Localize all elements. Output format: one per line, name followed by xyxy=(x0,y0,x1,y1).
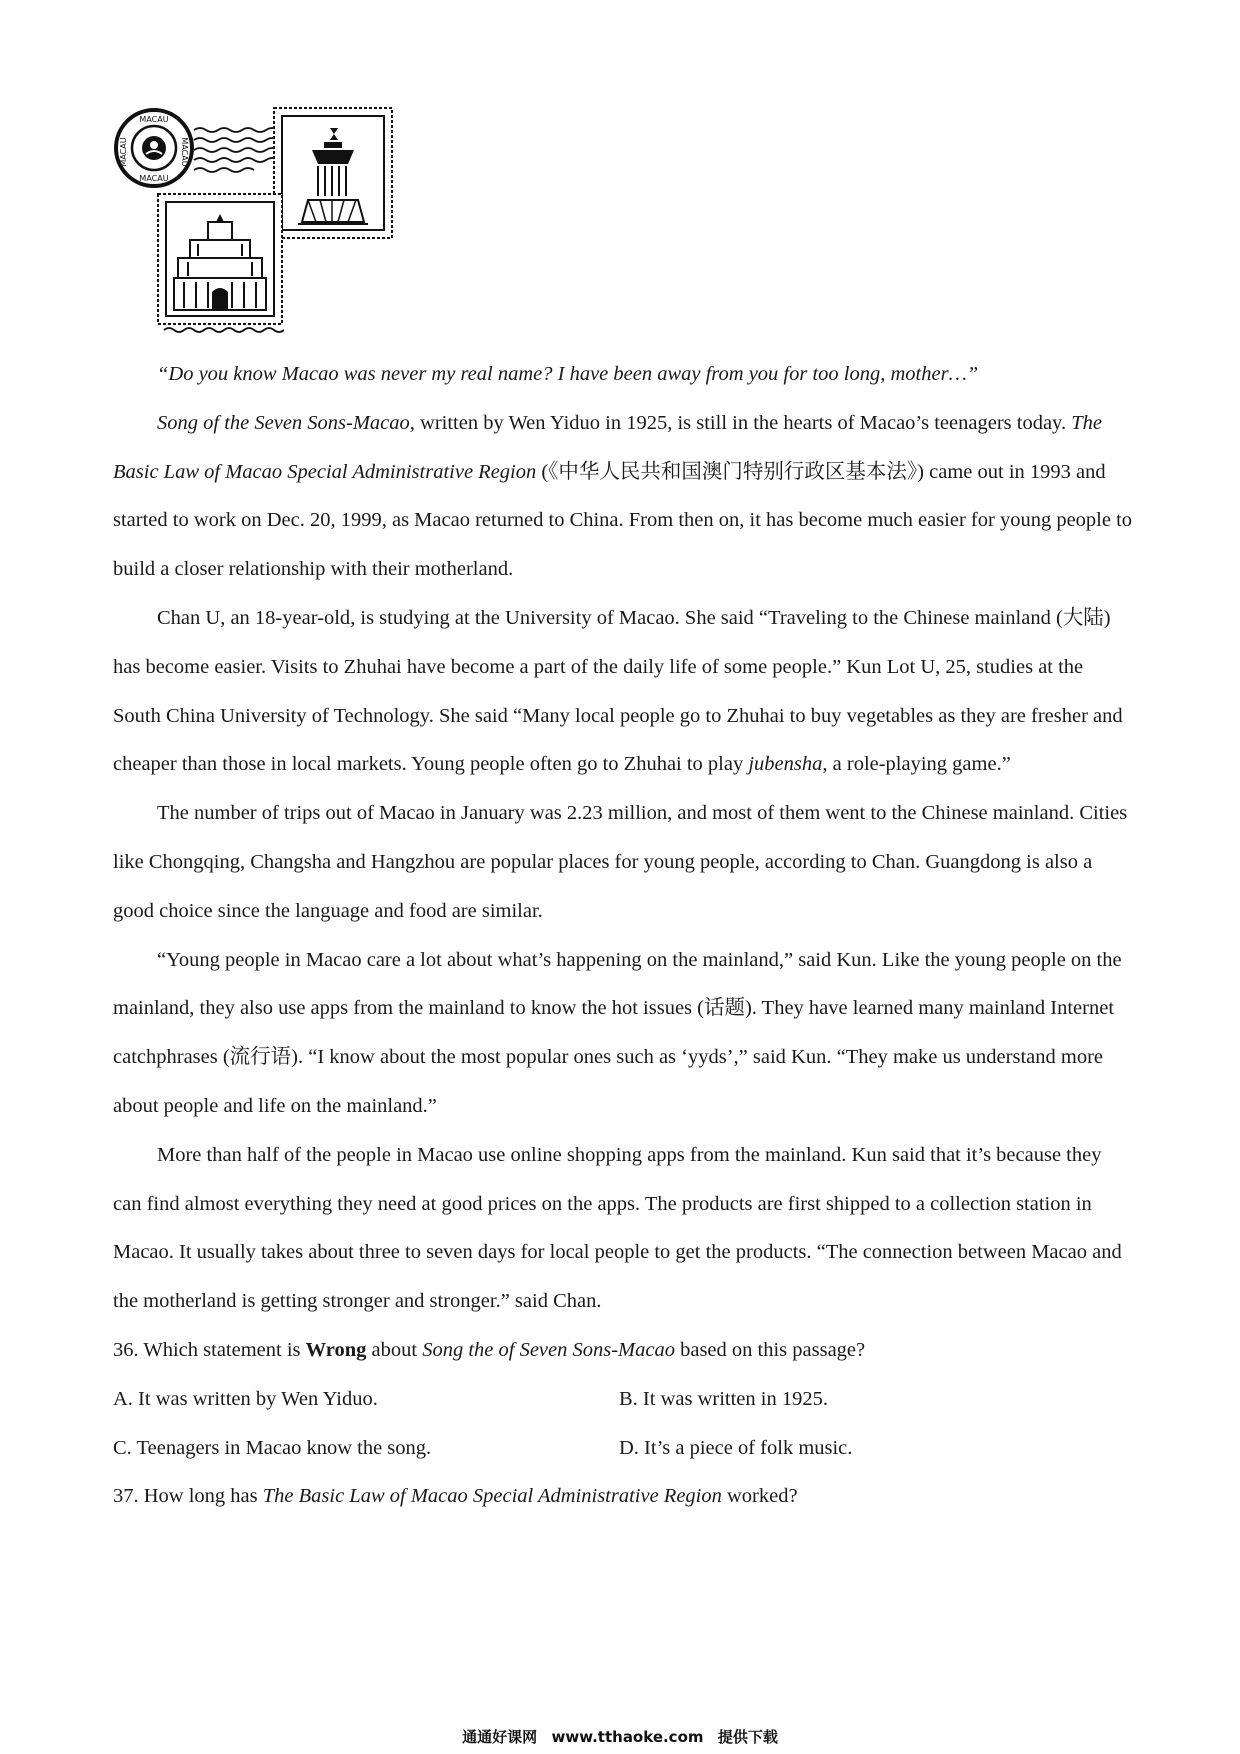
paragraph-4: “Young people in Macao care a lot about what’s happening on the mainland,” said Kun. Like the young people on the mainland, they also use apps from the mainland to know the hot issues (话题). They have learned many mainland Internet catchphrases (流行语). “I know about the most popular ones such as ‘yyds’,” said Kun. “They make us understand more about people and life on the mainland.” xyxy=(113,948,1122,1117)
q36-option-a[interactable]: A. It was written by Wen Yiduo. xyxy=(113,1387,378,1410)
q36-option-b[interactable]: B. It was written in 1925. xyxy=(619,1387,828,1410)
song-title: Song of the Seven Sons-Macao xyxy=(157,411,410,434)
q36-options-row-2 xyxy=(113,1424,1133,1473)
jubensha-term: jubensha xyxy=(748,753,823,776)
reading-passage xyxy=(113,350,1133,1521)
tower-stamp xyxy=(274,108,392,238)
basic-law-chinese: (《中华人民共和国澳门特别行政区基本法》) xyxy=(536,460,930,483)
question-36 xyxy=(113,1326,1133,1375)
postmark-seal xyxy=(116,110,192,186)
p2-text-a: Chan U, an 18-year-old, is studying at the University of Macao. She said “Traveling to the Chinese mainland (大陆) has become easier. Visits to Zhuhai have become a part of the daily life of some people.” Kun Lot U, 25, studies at the South China University of Technology. She said “Many local people go to Zhuhai to buy vegetables as they are fresher and cheaper than those in local markets. Young people often go to Zhuhai to play xyxy=(113,606,1123,776)
q36-song-title: Song the of Seven Sons-Macao xyxy=(422,1338,675,1361)
p2-text-b: , a role-playing game.” xyxy=(822,753,1011,776)
postmark-text-top: MACAU xyxy=(139,115,169,124)
paragraph-2 xyxy=(113,594,1133,789)
postmark-text-bottom: MACAU xyxy=(139,174,169,183)
paragraph-1 xyxy=(113,399,1133,594)
q37-suffix: worked? xyxy=(721,1485,798,1508)
q36-options-row-1 xyxy=(113,1375,1133,1424)
p1-text-b: came out in 1993 and started to work on Dec. 20, 1999, as Macao returned to China. From then on, it has become much easier for young people to build a closer relationship with their motherland. xyxy=(113,460,1133,581)
paragraph-3: The number of trips out of Macao in January was 2.23 million, and most of them went to the Chinese mainland. Cities like Chongqing, Changsha and Hangzhou are popular places for young people, according to Chan. Guangdong is also a good choice since the language and food are similar. xyxy=(113,802,1128,922)
q36-mid: about xyxy=(366,1338,423,1361)
question-37 xyxy=(113,1472,1133,1521)
p1-text-a: , written by Wen Yiduo in 1925, is still in the hearts of Macao’s teenagers today. xyxy=(409,411,1072,434)
q36-bold-word: Wrong xyxy=(305,1338,367,1361)
basic-law-title: The Basic Law of Macao Special Administrative Region xyxy=(113,411,1102,483)
paragraph-5: More than half of the people in Macao use online shopping apps from the mainland. Kun said that it’s because they can find almost everything they need at good prices on the apps. The products are first shipped to a collection station in Macao. It usually takes about three to seven days for local people to get the products. “The connection between Macao and the motherland is getting stronger and stronger.” said Chan. xyxy=(113,1143,1122,1313)
q36-option-c[interactable]: C. Teenagers in Macao know the song. xyxy=(113,1436,432,1459)
q37-prefix: 37. How long has xyxy=(113,1485,263,1508)
q36-suffix: based on this passage? xyxy=(674,1338,866,1361)
page-footer xyxy=(0,1726,1240,1747)
church-stamp xyxy=(158,194,284,332)
q36-prefix: 36. Which statement is xyxy=(113,1338,306,1361)
footer-note: 提供下载 xyxy=(717,1728,778,1746)
postmark-text-left: MACAU xyxy=(119,137,128,167)
footer-url[interactable]: www.tthaoke.com xyxy=(551,1728,704,1746)
q36-option-d[interactable]: D. It’s a piece of folk music. xyxy=(619,1436,853,1459)
opening-quote-text: “Do you know Macao was never my real name? I have been away from you for too long, mother…” xyxy=(157,363,979,385)
postmark-text-right: MACAU xyxy=(180,137,189,167)
footer-site-name: 通通好课网 xyxy=(462,1728,538,1746)
q37-law-title: The Basic Law of Macao Special Administrative Region xyxy=(262,1485,722,1508)
opening-quote xyxy=(113,350,1133,399)
macao-stamps-illustration xyxy=(112,104,444,374)
